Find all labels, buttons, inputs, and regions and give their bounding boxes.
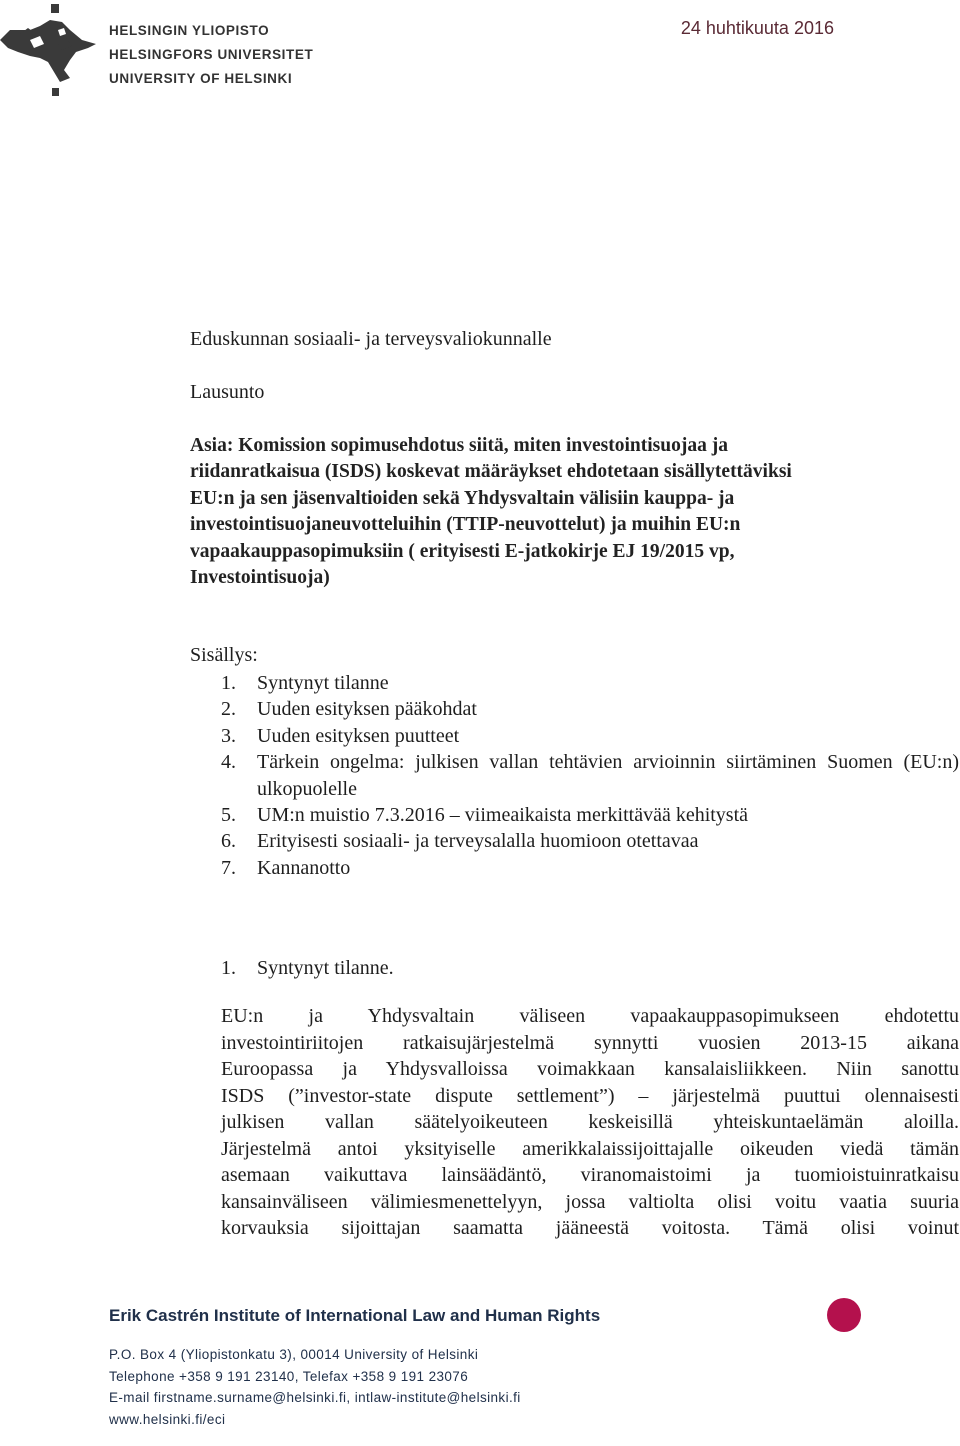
section-heading: [221, 957, 394, 980]
paragraph-line: julkisen vallan säätelyoikeuteen keskeisillä yhteiskuntaelämän aloilla.: [221, 1111, 959, 1133]
paragraph-line: Euroopassa ja Yhdysvalloissa voimakkaan kansalaisliikkeen. Niin sanottu: [221, 1058, 959, 1080]
university-name-en: UNIVERSITY OF HELSINKI: [109, 71, 293, 86]
university-name-fi: HELSINGIN YLIOPISTO: [109, 23, 270, 38]
paragraph-line: ISDS (”investor-state dispute settlement”) – järjestelmä puuttui olennaisesti: [221, 1084, 959, 1107]
postal-address: P.O. Box 4 (Yliopistonkatu 3), 00014 University of Helsinki: [109, 1347, 479, 1362]
footer-dot-icon: [827, 1298, 861, 1332]
subject-line: EU:n ja sen jäsenvaltioiden sekä Yhdysvaltain välisiin kauppa- ja: [190, 487, 735, 509]
contact-block: [109, 1344, 600, 1430]
toc-item-number: 5.: [221, 804, 236, 827]
subject-line: Asia: Komission sopimusehdotus siitä, miten investointisuojaa ja: [190, 435, 728, 456]
toc-item-number: 3.: [221, 724, 236, 747]
recipient-line: Eduskunnan sosiaali- ja terveysvaliokunnalle: [190, 328, 552, 350]
footer: [109, 1306, 600, 1430]
toc-item: [221, 749, 959, 802]
institute-name: Erik Castrén Institute of International Law and Human Rights: [109, 1306, 601, 1325]
toc-item-text: Erityisesti sosiaali- ja terveysalalla huomioon otettavaa: [257, 830, 699, 853]
toc-item-text: Tärkein ongelma: julkisen vallan tehtävien arvioinnin siirtäminen Suomen (EU:n) ulkopuolelle: [257, 751, 959, 800]
helsinki-university-logo-icon: [0, 0, 100, 104]
toc-item-text: Uuden esityksen puutteet: [257, 724, 460, 747]
document-type: Lausunto: [190, 381, 265, 403]
toc-item-text: Kannanotto: [257, 856, 351, 879]
toc-item-number: 6.: [221, 830, 236, 853]
paragraph-line: EU:n ja Yhdysvaltain väliseen vapaakauppasopimukseen ehdotettu: [221, 1005, 959, 1027]
toc-item-text: Syntynyt tilanne: [257, 672, 389, 694]
toc-item-number: 1.: [221, 672, 236, 694]
paragraph-line: Järjestelmä antoi yksityiselle amerikkalaissijoittajalle oikeuden viedä tämän: [221, 1137, 959, 1160]
subject-line: Investointisuoja): [190, 567, 330, 589]
toc-item: [221, 670, 959, 696]
subject-block: [190, 433, 850, 591]
section-title: Syntynyt tilanne.: [257, 957, 394, 979]
phone-fax: Telephone +358 9 191 23140, Telefax +358 9 191 23076: [109, 1368, 469, 1384]
paragraph-line: investointiriitojen ratkaisujärjestelmä synnytti vuosien 2013-15 aikana: [221, 1031, 959, 1054]
subject-line: vapaakauppasopimuksiin ( erityisesti E-jatkokirje EJ 19/2015 vp,: [190, 540, 735, 562]
toc-item: [221, 828, 959, 854]
section-number: 1.: [221, 957, 236, 979]
paragraph-line: kansainväliseen välimiesmenettelyyn, jossa valtiolta olisi voitu vaatia suuria: [221, 1190, 959, 1213]
toc-item: [221, 802, 959, 828]
table-of-contents: [221, 670, 959, 881]
subject-line: riidanratkaisua (ISDS) koskevat määräykset ehdotetaan sisällytettäviksi: [190, 461, 792, 483]
website-link[interactable]: www.helsinki.fi/eci: [109, 1411, 226, 1427]
toc-item-number: 4.: [221, 751, 236, 774]
toc-item-text: UM:n muistio 7.3.2016 – viimeaikaista merkittävää kehitystä: [257, 804, 749, 827]
toc-item-number: 2.: [221, 698, 236, 721]
toc-item: [221, 696, 959, 722]
document-date: 24 huhtikuuta 2016: [680, 18, 834, 38]
toc-item-text: Uuden esityksen pääkohdat: [257, 698, 477, 721]
toc-item-number: 7.: [221, 856, 236, 879]
university-names: [109, 19, 313, 91]
subject-line: investointisuojaneuvotteluihin (TTIP-neuvottelut) ja muihin EU:n: [190, 514, 741, 536]
toc-item: [221, 855, 959, 881]
paragraph-line: asemaan vaikuttava lainsäädäntö, viranomaistoimi ja tuomioistuinratkaisu: [221, 1164, 959, 1186]
paragraph-line: korvauksia sijoittajan saamatta jääneestä voitosta. Tämä olisi voinut: [221, 1217, 959, 1239]
toc-heading: Sisällys:: [190, 644, 258, 666]
body-paragraph: [221, 1003, 959, 1242]
university-name-sv: HELSINGFORS UNIVERSITET: [109, 47, 314, 62]
email-addresses: E-mail firstname.surname@helsinki.fi, intlaw-institute@helsinki.fi: [109, 1390, 521, 1405]
toc-item: [221, 723, 959, 749]
